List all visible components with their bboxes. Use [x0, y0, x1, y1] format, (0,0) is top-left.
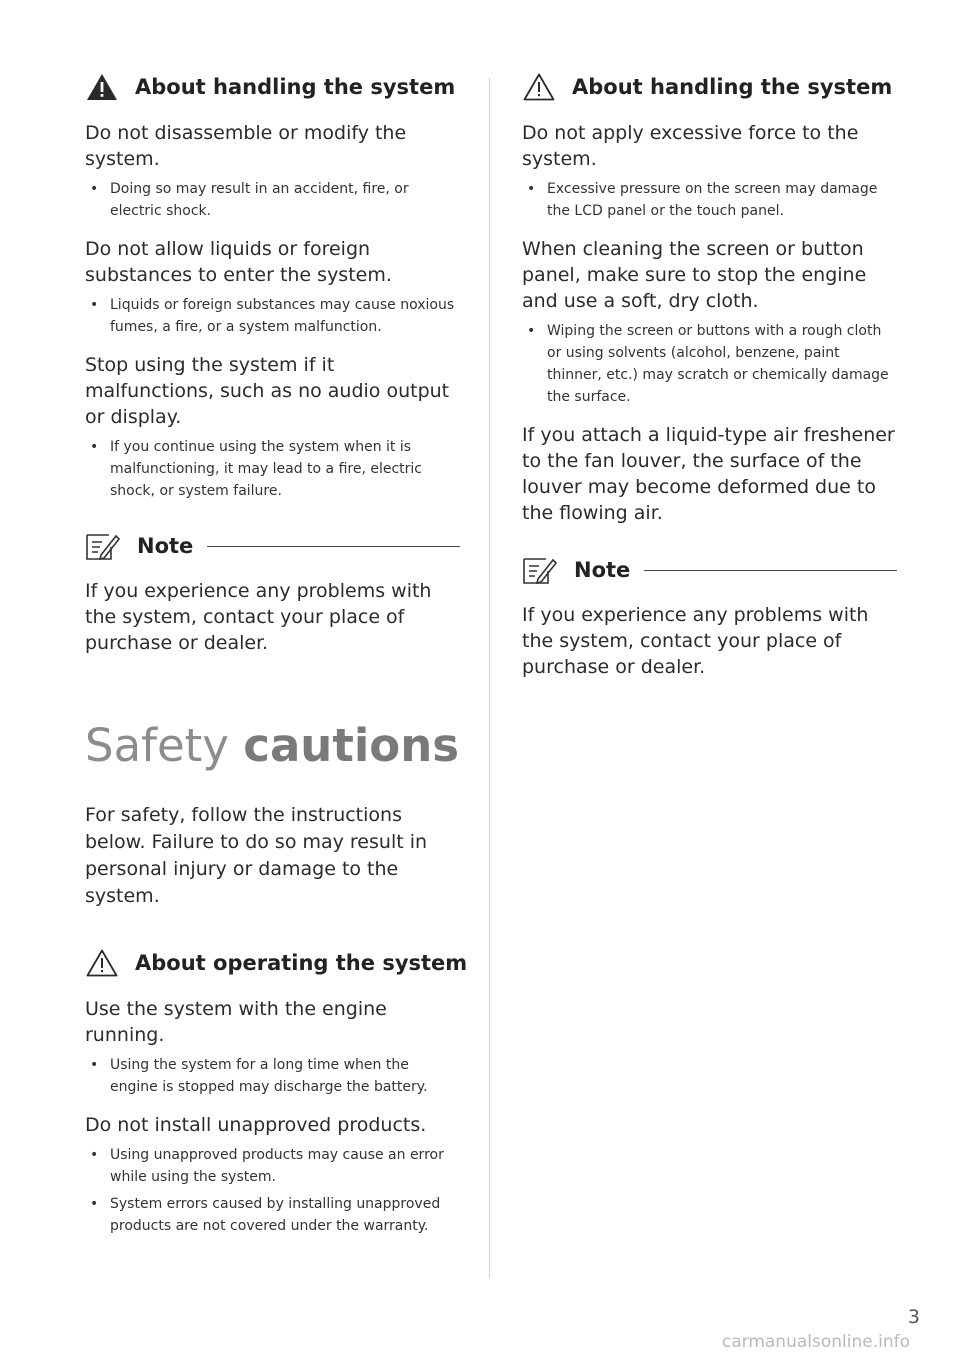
- bullet-glyph: •: [527, 181, 536, 197]
- item-title: Do not apply excessive force to the system.: [522, 122, 859, 170]
- intro-text: For safety, follow the instructions below. Failure to do so may result in personal injury or damage to the system.: [85, 804, 428, 907]
- note-label: Note: [137, 534, 194, 558]
- bullet-list: [85, 1054, 460, 1098]
- caution-outline-icon: [85, 948, 119, 978]
- bullet-list: [85, 436, 460, 502]
- caution-item: [85, 996, 460, 1098]
- note-text: If you experience any problems with the system, contact your place of purchase or dealer.: [522, 604, 869, 678]
- bullet-item: • Wiping the screen or buttons with a rough cloth or using solvents (alcohol, benzene, paint thinner, etc.) may scratch or chemically damage the surface.: [522, 320, 897, 408]
- column-divider: [489, 78, 490, 1278]
- bullet-glyph: •: [90, 439, 99, 455]
- bullet-glyph: •: [527, 323, 536, 339]
- bullet-list: [85, 178, 460, 222]
- caution-item: [522, 422, 897, 526]
- bullet-glyph: •: [90, 1147, 99, 1163]
- item-title: Do not disassemble or modify the system.: [85, 122, 407, 170]
- bullet-item: • Liquids or foreign substances may cause noxious fumes, a fire, or a system malfunction.: [85, 294, 460, 338]
- bullet-list: [522, 178, 897, 222]
- bullet-glyph: •: [90, 1057, 99, 1073]
- page-title: [85, 718, 460, 774]
- caution-item: [522, 236, 897, 408]
- bullet-item: • System errors caused by installing unapproved products are not covered under the warranty.: [85, 1193, 460, 1237]
- bullet-list: [85, 294, 460, 338]
- bullet-glyph: •: [90, 297, 99, 313]
- bullet-item: • If you continue using the system when it is malfunctioning, it may lead to a fire, electric shock, or system failure.: [85, 436, 460, 502]
- page-title-light: Safety: [85, 719, 229, 772]
- bullet-glyph: •: [90, 181, 99, 197]
- page-title-bold: cautions: [243, 719, 460, 772]
- note-label: Note: [574, 558, 631, 582]
- item-title: If you attach a liquid-type air freshener to the fan louver, the surface of the louver may become deformed due to the flowing air.: [522, 424, 895, 524]
- item-title: Use the system with the engine running.: [85, 998, 387, 1046]
- warning-heading-handling: [85, 68, 460, 106]
- page-number: 3: [907, 1306, 920, 1328]
- bullet-item: • Using unapproved products may cause an error while using the system.: [85, 1144, 460, 1188]
- caution-outline-icon: [522, 72, 556, 102]
- watermark: carmanualsonline.info: [721, 1332, 910, 1352]
- section-title: About handling the system: [572, 75, 893, 99]
- warning-item: [85, 352, 460, 502]
- note-pencil-icon: [522, 553, 558, 587]
- item-title: Stop using the system if it malfunctions, such as no audio output or display.: [85, 354, 450, 428]
- caution-heading-operating: [85, 944, 468, 982]
- bullet-glyph: •: [90, 1196, 99, 1212]
- caution-heading-handling: [522, 68, 897, 106]
- caution-item: [522, 120, 897, 222]
- warning-filled-icon: [85, 72, 119, 102]
- bullet-item: • Using the system for a long time when the engine is stopped may discharge the battery.: [85, 1054, 460, 1098]
- note-heading: [85, 526, 460, 566]
- note-rule: [644, 570, 897, 571]
- right-column: [522, 68, 897, 680]
- section-title: About handling the system: [135, 75, 456, 99]
- item-title: Do not install unapproved products.: [85, 1114, 427, 1136]
- warning-item: [85, 120, 460, 222]
- left-column: [85, 68, 468, 1242]
- item-title: When cleaning the screen or button panel, make sure to stop the engine and use a soft, dry cloth.: [522, 238, 867, 312]
- section-title: About operating the system: [135, 951, 468, 975]
- bullet-item: • Doing so may result in an accident, fire, or electric shock.: [85, 178, 460, 222]
- bullet-list: [85, 1144, 460, 1237]
- note-rule: [207, 546, 460, 547]
- bullet-list: [522, 320, 897, 408]
- bullet-item: • Excessive pressure on the screen may damage the LCD panel or the touch panel.: [522, 178, 897, 222]
- warning-item: [85, 236, 460, 338]
- note-text: If you experience any problems with the system, contact your place of purchase or dealer.: [85, 580, 432, 654]
- caution-item: [85, 1112, 460, 1237]
- note-heading: [522, 550, 897, 590]
- note-pencil-icon: [85, 529, 121, 563]
- item-title: Do not allow liquids or foreign substances to enter the system.: [85, 238, 392, 286]
